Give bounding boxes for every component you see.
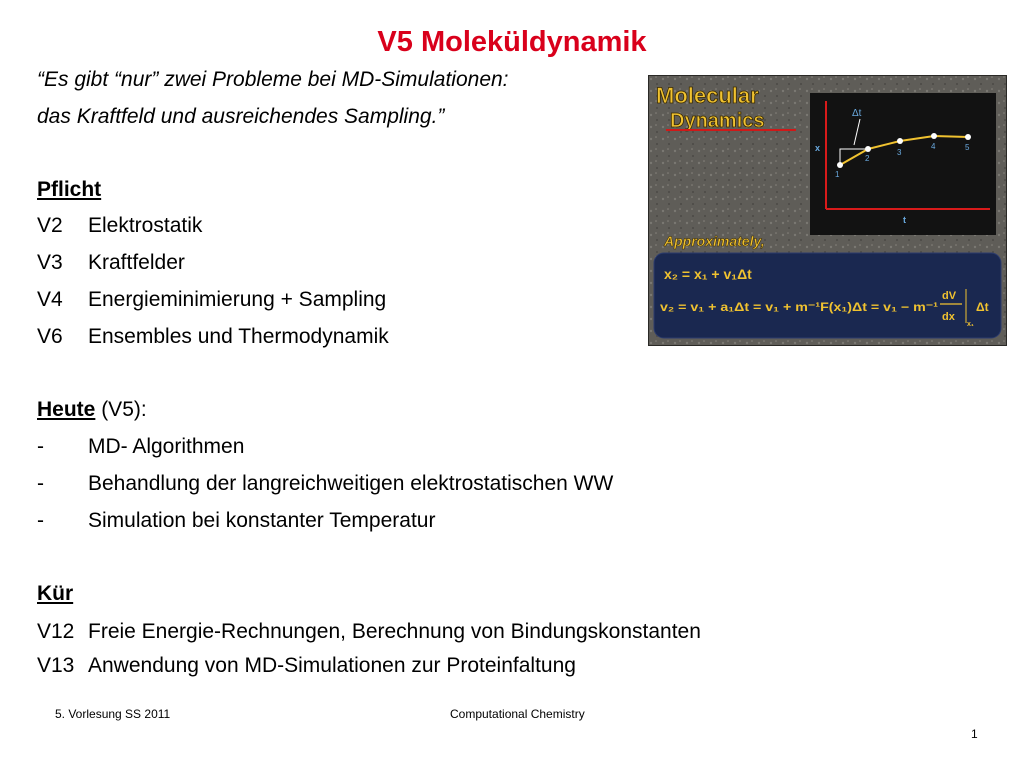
molecular-dynamics-figure xyxy=(648,75,1007,346)
item-text: MD- Algorithmen xyxy=(88,435,245,458)
equation-2-numerator: dV xyxy=(942,290,957,302)
slide-title: V5 Moleküldynamik xyxy=(377,26,647,58)
bullet: - xyxy=(37,435,44,458)
heute-suffix: (V5): xyxy=(95,398,147,421)
item-text: Freie Energie-Rechnungen, Berechnung von Bindungskonstanten xyxy=(88,620,701,643)
point-label: 4 xyxy=(931,142,936,151)
data-point xyxy=(865,146,871,152)
item-code: V2 xyxy=(37,214,63,237)
item-text: Anwendung von MD-Simulationen zur Proteinfaltung xyxy=(88,654,576,677)
equation-2-denominator: dx xyxy=(942,311,955,323)
approx-label: Approximately, xyxy=(664,233,765,249)
equation-1: x₂ = x₁ + v₁Δt xyxy=(664,266,752,282)
x-axis-label: t xyxy=(903,215,906,225)
item-code: V6 xyxy=(37,325,63,348)
item-code: V4 xyxy=(37,288,63,311)
pflicht-heading: Pflicht xyxy=(37,178,102,201)
heute-label: Heute xyxy=(37,398,96,421)
footer-lecture: 5. Vorlesung SS 2011 xyxy=(55,707,171,721)
point-label: 1 xyxy=(835,170,840,179)
heute-item xyxy=(37,509,435,533)
y-axis-label: x xyxy=(815,143,821,153)
item-text: Ensembles und Thermodynamik xyxy=(88,325,389,348)
item-code: V3 xyxy=(37,251,63,274)
item-text: Behandlung der langreichweitigen elektrostatischen WW xyxy=(88,472,614,495)
logo-line-1: Molecular xyxy=(656,83,759,108)
equation-2: v₂ = v₁ + a₁Δt = v₁ + m⁻¹F(x₁)Δt = v₁ − m⁻¹ xyxy=(660,300,938,314)
item-code: V13 xyxy=(37,654,75,677)
pflicht-item xyxy=(37,251,185,275)
item-code: V12 xyxy=(37,620,75,643)
bullet: - xyxy=(37,472,44,495)
point-label: 3 xyxy=(897,148,902,157)
bullet: - xyxy=(37,509,44,532)
quote-line-1: “Es gibt “nur” zwei Probleme bei MD-Simulationen: xyxy=(37,68,509,91)
pflicht-item xyxy=(37,325,389,349)
kuer-heading: Kür xyxy=(37,582,74,605)
item-text: Energieminimierung + Sampling xyxy=(88,288,387,311)
logo-line-2: Dynamics xyxy=(670,110,765,132)
point-label: 2 xyxy=(865,154,870,163)
kuer-item xyxy=(37,654,576,678)
data-point xyxy=(931,133,937,139)
pflicht-item xyxy=(37,288,386,312)
data-point xyxy=(837,162,843,168)
delta-t-label: Δt xyxy=(852,108,862,119)
item-text: Elektrostatik xyxy=(88,214,203,237)
heute-item xyxy=(37,472,613,496)
page-number: 1 xyxy=(971,727,978,741)
point-label: 5 xyxy=(965,143,970,152)
equation-2-end: Δt xyxy=(976,300,989,314)
heute-heading xyxy=(37,398,147,422)
equation-2-subscript: x₁ xyxy=(967,321,974,328)
heute-item xyxy=(37,435,244,459)
quote-line-2: das Kraftfeld und ausreichendes Sampling.” xyxy=(37,105,445,128)
kuer-item xyxy=(37,620,701,644)
data-point xyxy=(965,134,971,140)
item-text: Kraftfelder xyxy=(88,251,185,274)
item-text: Simulation bei konstanter Temperatur xyxy=(88,509,436,532)
data-point xyxy=(897,138,903,144)
footer-course: Computational Chemistry xyxy=(450,707,585,721)
pflicht-item xyxy=(37,214,202,238)
